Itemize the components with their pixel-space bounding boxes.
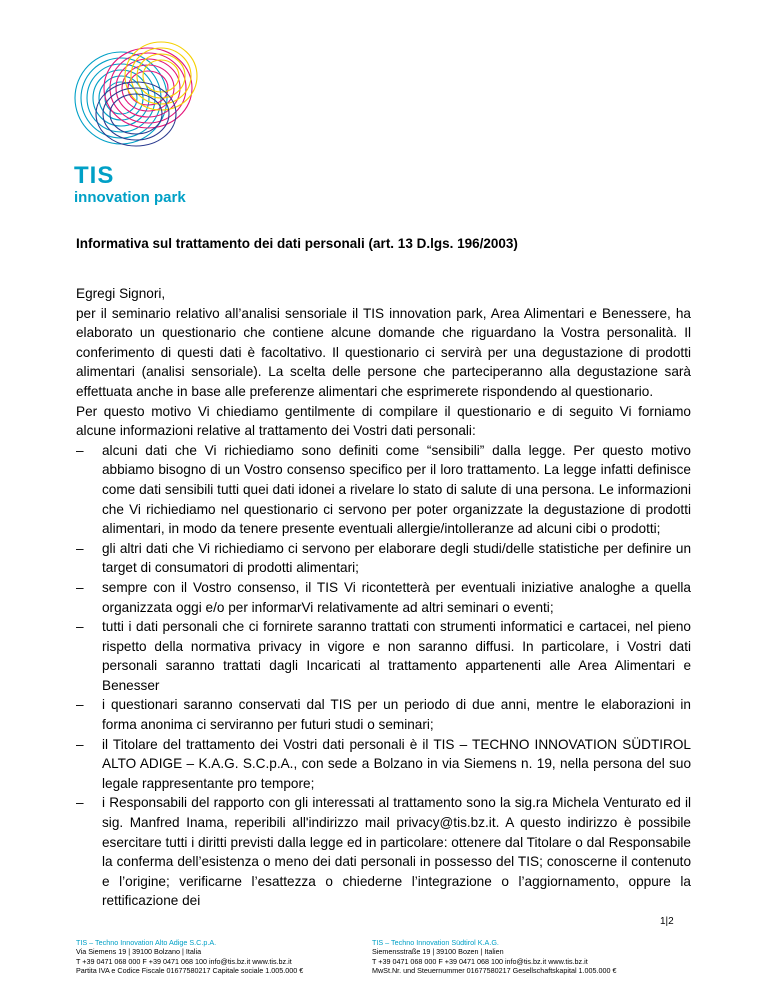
footer-contacts: T +39 0471 068 000 F +39 0471 068 100 info@tis.bz.it www.tis.bz.it — [76, 956, 292, 966]
list-item-text: i Responsabili del rapporto con gli interessati al trattamento sono la sig.ra Michela Venturato ed il sig. Manfred Inama, reperibili all'indirizzo mail privacy@tis.bz.it. A questo indirizzo è possibile esercitare tutti i diritti previsti dalla legge ed in particolare: ottenere dal Titolare o dal Responsabile la conferma dell’esistenza o meno dei dati personali in possesso del TIS; conoscerne il contenuto e l’origine; verificarne l’esattezza o chiederne l’integrazione o l’aggiornamento, oppure la rettificazione dei — [102, 795, 691, 909]
list-item — [76, 695, 691, 734]
footer-tax-info: MwSt.Nr. und Steuernummer 01677580217 Gesellschaftskapital 1.005.000 € — [372, 966, 617, 976]
list-item — [76, 578, 691, 617]
footer-german — [372, 938, 617, 976]
paragraph-request: Per questo motivo Vi chiediamo gentilmente di compilare il questionario e di seguito Vi forniamo alcune informazioni relative al trattamento dei Vostri dati personali: — [76, 403, 691, 439]
list-item — [76, 441, 691, 539]
logo-circles-graphic — [66, 36, 206, 166]
paragraph-intro: per il seminario relativo all’analisi sensoriale il TIS innovation park, Area Alimentari e Benessere, ha elaborato un questionario che contiene alcune domande che riguardano la Vostra personalità. Il conferimento di questi dati è facoltativo. Il questionario ci servirà per una degustazione di prodotti alimentari (analisi sensoriale). La scelta delle persone che parteciperanno alla degustazione sarà effettuata anche in base alle preferenze alimentari che esprimerete rispondendo al questionario. — [76, 305, 691, 399]
list-item-text: sempre con il Vostro consenso, il TIS Vi ricontetterà per eventuali iniziative analoghe a quella organizzata oggi e/o per informarVi relativamente ad altri seminari o eventi; — [102, 579, 691, 615]
bullet-dash: – — [76, 442, 84, 458]
footer-contacts: T +39 0471 068 000 F +39 0471 068 100 info@tis.bz.it www.tis.bz.it — [372, 956, 588, 966]
page-number: 1|2 — [660, 916, 674, 927]
logo-brand-text: TIS — [74, 162, 115, 189]
bullet-dash: – — [76, 579, 84, 595]
list-item-text: tutti i dati personali che ci fornirete saranno trattati con strumenti informatici e cartacei, nel pieno rispetto della normativa privacy in vigore e non saranno diffusi. In particolare, i Vostri dati personali saranno trattati dagli Incaricati al trattamento appartenenti alle Area Alimentari e Benesser — [102, 619, 691, 693]
list-item-text: alcuni dati che Vi richiediamo sono definiti come “sensibili” dalla legge. Per questo motivo abbiamo bisogno di un Vostro consenso specifico per il loro trattamento. La legge infatti definisce come dati sensibili tutti quei dati idonei a rivelare lo stato di salute di una persona. Le informazioni che Vi richiediamo nel questionario ci servono per poter organizzate la degustazione di prodotti alimentari, in modo da tenere presente eventuali allergie/intolleranze ad alcuni cibi o prodotti; — [102, 442, 691, 537]
logo-tagline: innovation park — [74, 189, 186, 206]
footer-company-name: TIS – Techno Innovation Alto Adige S.C.p.A. — [76, 938, 217, 947]
list-item-text: gli altri dati che Vi richiediamo ci servono per elaborare degli studi/delle statistiche per definire un target di consumatori di prodotti alimentari; — [102, 540, 691, 576]
list-item — [76, 539, 691, 578]
list-item-text: i questionari saranno conservati dal TIS per un periodo di due anni, mentre le elaborazioni in forma anonima ci serviranno per futuri studi o seminari; — [102, 697, 691, 733]
list-item — [76, 617, 691, 695]
info-bullet-list — [76, 441, 691, 911]
salutation: Egregi Signori, — [76, 286, 166, 301]
document-body — [76, 284, 691, 911]
bullet-dash: – — [76, 795, 84, 811]
footer-company-name: TIS – Techno Innovation Südtirol K.A.G. — [372, 938, 499, 947]
bullet-dash: – — [76, 540, 84, 556]
bullet-dash: – — [76, 619, 84, 635]
footer-address: Via Siemens 19 | 39100 Bolzano | Italia — [76, 947, 202, 957]
document-title: Informativa sul trattamento dei dati personali (art. 13 D.lgs. 196/2003) — [76, 236, 518, 251]
tis-logo — [66, 36, 206, 206]
footer-address: Siemensstraße 19 | 39100 Bozen | Italien — [372, 947, 504, 957]
list-item-text: il Titolare del trattamento dei Vostri dati personali è il TIS – TECHNO INNOVATION SÜDTIROL ALTO ADIGE – K.A.G. S.C.p.A., con sede a Bolzano in via Siemens n. 19, nella persona del suo legale rappresentante pro tempore; — [102, 736, 691, 791]
list-item — [76, 735, 691, 794]
bullet-dash: – — [76, 697, 84, 713]
bullet-dash: – — [76, 736, 84, 752]
footer-tax-info: Partita IVA e Codice Fiscale 01677580217 Capitale sociale 1.005.000 € — [76, 966, 304, 976]
footer-italian — [76, 938, 303, 976]
list-item — [76, 793, 691, 911]
